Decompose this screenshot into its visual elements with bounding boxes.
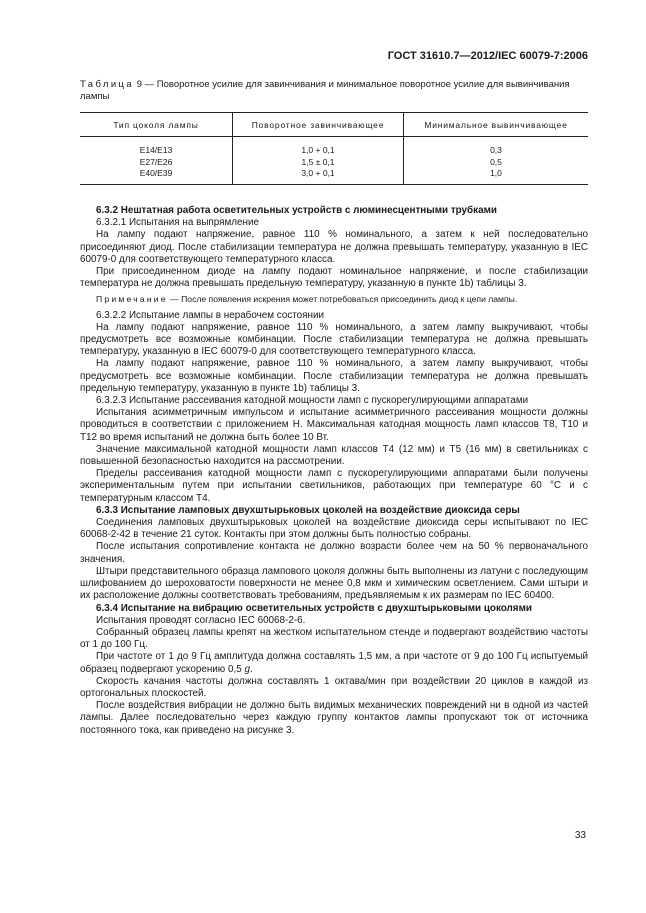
subsection-heading-6-3-2-2: 6.3.2.2 Испытание лампы в нерабочем состоянии [96,309,324,321]
paragraph: Значение максимальной катодной мощности ламп классов T4 (12 мм) и T5 (16 мм) в светильниках с повышенной безопасностью находится на рассмотрении. [80,443,588,468]
header-screw-torque: Поворотное завинчивающее [233,113,404,137]
header-unscrew-torque: Минимальное вывинчивающее [404,113,589,137]
note-text: — После появления искрения может потребоваться присоединить диод к цепи лампы. [167,294,518,305]
paragraph: На лампу подают напряжение, равное 110 % номинального, а затем к ней последовательно присоединяют диод. После стабилизации температура не должна превышать температуру, указанную в IEC 60079-0 для соответствующего температурного класса. [80,229,588,265]
paragraph: Штыри представительного образца лампового цоколя должны быть выполнены из латуни с последующим шлифованием до шероховатости поверхности не менее 0,8 мкм и химическим осветлением. Сами штыри и их расположение должны соответствовать требованиям, предъявляемым к их размерам по IEC 60400. [80,565,588,602]
torque-table [80,112,588,185]
gravity-symbol: g [244,663,250,675]
table-caption-label: Таблица [80,79,135,90]
unscrew-torque-cell [404,137,589,185]
cap-type-value: E40/E39 [139,168,173,178]
paragraph: Испытания проводят согласно IEC 60068-2-6. [96,614,306,626]
section-heading-6-3-2: 6.3.2 Нештатная работа осветительных устройств с люминесцентными трубками [96,205,497,216]
screw-torque-value: 1,5 ± 0,1 [301,156,335,167]
paragraph: Соединения ламповых двухштырьковых цоколей на воздействие диоксида серы испытывают по IEC 60068-2-42 в течение 21 суток. Контакты при этом должны быть полностью собраны. [80,517,588,541]
screw-torque-value: 3,0 + 0,1 [301,168,335,178]
paragraph: Испытания асимметричным импульсом и испытание асимметричного рассеивания мощности должны проводиться в соответствии с приложением H. Максимальная катодная мощность ламп классов T8, T10 и T12 во время испытаний не должна быть более 10 Вт. [80,407,588,443]
paragraph: Пределы рассеивания катодной мощности ламп с пускорегулирующими аппаратами были получены экспериментальным путем при испытании светильников, работающих при температуре 60 °С и с температурным классом T4. [80,468,588,504]
paragraph: Собранный образец лампы крепят на жестком испытательном стенде и подвергают воздействию частоты от 1 до 100 Гц. [80,626,588,651]
table-caption-text: 9 — Поворотное усилие для завинчивания и минимальное поворотное усилие для вывинчивания лампы [80,79,570,102]
unscrew-torque-value: 0,5 [490,156,502,167]
paragraph-text: При частоте от 1 до 9 Гц амплитуда должна составлять 1,5 мм, а при частоте от 9 до 100 Гц испытуемый образец подвергают ускорению 0,5 [80,651,588,675]
document-body [80,205,588,737]
page-number: 33 [574,830,586,841]
cap-type-value: E27/E26 [139,156,173,167]
table-row [80,137,588,185]
subsection-heading-6-3-2-1: 6.3.2.1 Испытания на выпрямление [96,217,259,229]
subsection-heading-6-3-2-3: 6.3.2.3 Испытание рассеивания катодной мощности ламп с пускорегулирующими аппаратами [96,395,529,407]
note [80,293,588,305]
unscrew-torque-value: 0,3 [490,145,502,155]
paragraph: На лампу подают напряжение, равное 110 % номинального, а затем лампу выкручивают, чтобы предусмотреть все возможные комбинации. После стабилизации температура не должна превышать температуру, указанную в IEC 60079-0 для соответствующего температурного класса. [80,321,588,358]
paragraph: На лампу подают напряжение, равное 110 % номинального, а затем лампу выкручивают, чтобы предусмотреть все возможные комбинации. После стабилизации температура не должна превышать предельную температуру, указанную в пункте 1b) таблицы 3. [80,358,588,394]
paragraph: Скорость качания частоты должна составлять 1 октава/мин при воздействии 20 циклов в каждой из ортогональных плоскостей. [80,675,588,699]
unscrew-torque-value: 1,0 [490,168,502,178]
note-label: Примечание [96,294,168,305]
document-header: ГОСТ 31610.7—2012/IEC 60079-7:2006 [387,50,588,62]
table-header-row [80,113,588,137]
paragraph: При присоединенном диоде на лампу подают номинальное напряжение, и после стабилизации температура не должна превышать предельную температуру, указанную в пункте 1b) таблицы 3. [80,266,588,290]
paragraph [80,651,588,675]
paragraph: После испытания сопротивление контакта не должно возрасти более чем на 50 % первоначального значения. [80,541,588,565]
screw-torque-value: 1,0 + 0,1 [301,145,335,155]
header-cap-type: Тип цоколя лампы [80,113,233,137]
paragraph-text: . [249,663,253,675]
section-heading-6-3-3: 6.3.3 Испытание ламповых двухштырьковых цоколей на воздействие диоксида серы [96,504,520,516]
cap-type-cell [80,137,233,185]
paragraph: После воздействия вибрации не должно быть видимых механических повреждений ни в одной из частей лампы. Далее последовательно через каждую группу контактов лампы пропускают ток от источника постоянного тока, как приведено на рисунке 3. [80,700,588,736]
screw-torque-cell [233,137,404,185]
cap-type-value: E14/E13 [139,145,173,155]
table-caption [80,79,588,103]
section-heading-6-3-4: 6.3.4 Испытание на вибрацию осветительных устройств с двухштырьковыми цоколями [96,602,532,614]
